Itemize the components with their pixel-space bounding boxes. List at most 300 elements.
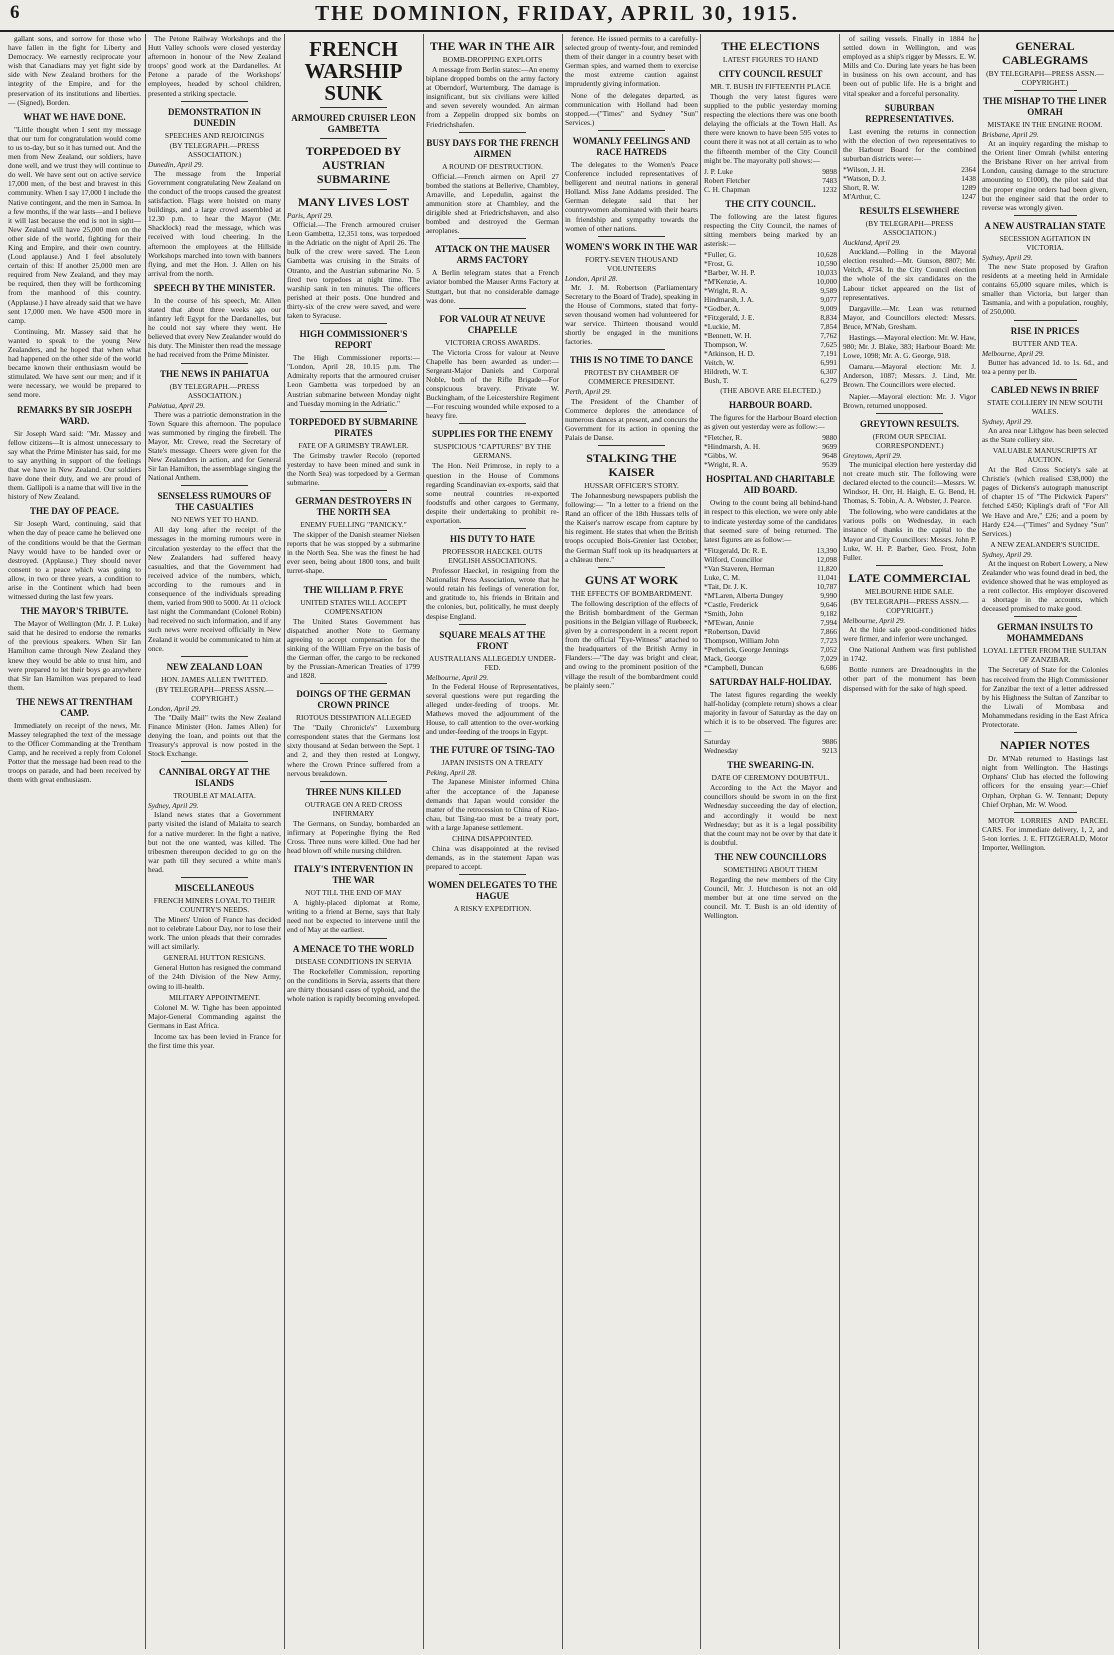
article-text: Immediately on receipt of the news, Mr. Massey telegraphed the text of the message to the Officer Commanding at the Trentham Camp, and he received a reply from Colonel Potter that the message had been read to the troops on parade, and had been received by them with great enthusiasm. (8, 720, 141, 785)
candidate-name: *M'Kenzie, A. (704, 277, 747, 287)
divider (320, 579, 387, 580)
headline: NAPIER NOTES (1000, 738, 1090, 753)
article-text: Oamaru.—Mayoral election: Mr. J. Anderson, 1087; Messrs. J. Lind, Mr. Brown. The Councillors were elected. (843, 362, 976, 390)
candidate-name: *Atkinson, H. D. (704, 349, 755, 359)
divider (320, 323, 387, 324)
vote-count: 1438 (961, 174, 976, 184)
result-row (704, 250, 837, 259)
article-text: Dr. M'Nab returned to Hastings last night from Wellington. The Hastings Orphans' Club has elected the following officers for the ensuing year:—Chief Orphan, Orphan G. W. Tennant; Deputy Chief Orphan, Mr. W. Wood. (982, 754, 1108, 809)
candidate-name: *Frost, G. (704, 259, 734, 269)
vote-count: 13,390 (816, 545, 837, 555)
candidate-name: Hildreth, W. T. (704, 367, 748, 377)
newspaper-title: THE DOMINION, FRIDAY, APRIL 30, 1915. (315, 1, 799, 25)
dateline: Sydney, April 29. (982, 549, 1033, 559)
result-row (704, 663, 837, 672)
dateline: Sydney, April 29. (148, 801, 199, 811)
vote-count: 1289 (961, 183, 976, 193)
divider (181, 485, 248, 486)
candidate-name: *M'Ewan, Annie (704, 617, 754, 627)
candidate-name: *Tait, Dr. J. K. (704, 581, 748, 591)
result-row (704, 609, 837, 618)
subheading: CITY COUNCIL RESULT (718, 69, 823, 79)
divider (320, 858, 387, 859)
article-text: of sailing vessels. Finally in 1884 he settled down in Wellington, and was employed as a ship's rigger by Messrs. E. W. Mills and Co. During late years he has been in business on his own account, and has been out of public life. He is a bright and vital speaker and a forceful personality. (843, 34, 976, 98)
article-text: The United States Government has dispatched another Note to Germany agreeing to accept compensation for the sinking of the William Frye on the basis of the German offer, the cargo to be reckoned by the Prussian-American Treaties of 1799 and 1828. (287, 616, 420, 681)
article-text: The "Daily Mail" twits the New Zealand Finance Minister (Hon. James Allen) for denying the loan, and points out that the Treasury's approval is now posted in the Stock Exchange. (148, 712, 281, 759)
article-text: The new State proposed by Grafton residents at a meeting held in Armidale contains 65,000 square miles, which is smaller than Victoria, but larger than Tasmania, and with a population, roughly, of 250,000. (982, 261, 1108, 317)
article-text: Mr. J. M. Robertson (Parliamentary Secretary to the Board of Trade), speaking in the House of Commons, stated that forty-seven thousand women had volunteered for war service. Thirteen thousand would shortly be engaged in the munitions factories. (565, 282, 698, 347)
candidate-name: *Wright, R. A. (704, 286, 748, 296)
divider (320, 138, 387, 139)
headline: ITALY'S INTERVENTION IN THE WAR (293, 864, 414, 886)
headline: SQUARE MEALS AT THE FRONT (439, 629, 546, 651)
result-row (704, 349, 837, 358)
result-row (704, 636, 837, 645)
divider (598, 445, 665, 446)
vote-count: 11,041 (816, 572, 837, 582)
article-text: The Miners' Union of France has decided not to celebrate Labour Day, nor to lose their work. The union pleads that their comrades will act similarly. (148, 915, 281, 952)
result-row (704, 167, 837, 176)
divider (1014, 320, 1077, 321)
result-row (704, 746, 837, 755)
article-text: The skipper of the Danish steamer Nielsen reports that he was stopped by a submarine in the North Sea. She was the finest he had ever seen, being about 1800 tons, and built turret-shape. (287, 530, 420, 576)
headline: GENERAL CABLEGRAMS (1001, 39, 1088, 67)
subheading: NO NEWS YET TO HAND. (170, 515, 258, 525)
vote-count: 7,866 (820, 626, 837, 636)
divider (181, 101, 248, 102)
column-rule (423, 34, 424, 1649)
candidate-name: *Bennett, W. H. (704, 331, 752, 341)
result-row (704, 376, 837, 385)
result-row (704, 185, 837, 194)
divider (876, 413, 943, 414)
article-text: None of the delegates departed, as communication with Holland had been stopped.—("Times" and Sydney "Sun" Services.) (565, 90, 698, 127)
candidate-name: Wilford, Councillor (704, 554, 763, 564)
column-7 (843, 34, 976, 1649)
vote-count: 7,029 (820, 653, 837, 663)
subheading: BOMB-DROPPING EXPLOITS (442, 55, 543, 64)
result-row (704, 286, 837, 295)
section-heading: SATURDAY HALF-HOLIDAY. (709, 676, 832, 687)
article-text: Professor Haeckel, in resigning from the Nationalist Press Association, wrote that he would retain his feelings of veneration for, and gratitude to, his friends in Britain and the colonies, but, politically, he must deeply despise England. (426, 566, 559, 621)
result-row (704, 176, 837, 185)
headline: THE WAR IN THE AIR (430, 39, 555, 53)
holiday-results-table (704, 737, 837, 755)
section-heading: THE SWEARING-IN. (727, 760, 814, 771)
candidate-name: *Hindmarsh, A. H. (704, 442, 761, 452)
candidate-name: Short, R. W. (843, 183, 880, 193)
result-row (843, 192, 976, 201)
subheading: MANY LIVES LOST (298, 195, 409, 209)
dateline: London, April 29. (148, 703, 201, 713)
headline: DOINGS OF THE GERMAN CROWN PRINCE (296, 689, 411, 711)
subheading: ARMOURED CRUISER LEON GAMBETTA (291, 113, 416, 134)
result-row (704, 460, 837, 469)
headline: WOMEN'S WORK IN THE WAR (565, 241, 698, 252)
headline: GREYTOWN RESULTS. (859, 418, 960, 429)
advertisement-text: MOTOR LORRIES AND PARCEL CARS. For immediate delivery, 1, 2, and 5-ton lorries. J. E. FITZGERALD, Motor Importer, Wellington. (982, 815, 1108, 852)
mayoral-results-table (704, 167, 837, 194)
article-text: The Petone Railway Workshops and the Hutt Valley schools were closed yesterday afternoon in honour of the New Zealand troops' good work at the Dardanelles. At Petone a parade of the Workshops' employees, headed by school children, presented a striking spectacle. (148, 34, 281, 98)
headline: THE FUTURE OF TSING-TAO (430, 745, 555, 756)
candidate-name: Luke, C. M. (704, 572, 740, 582)
article-text: The "Daily Chronicle's" Luxemburg correspondent states that the Germans lost sixty thousand at Sedan between the Sept. 1 and 2, and they then rested at Longwy, where the Crown Prince suffered from a nervous breakdown. (287, 723, 420, 778)
article-text: There was a patriotic demonstration in the Town Square this afternoon. The populace was summoned by ringing the firebell. The Mayor, Mr. Crewe, read the Secretary of State's message. Cheers were given for the New Zealanders in action, and for General Sir Ian Hamilton, the assemblage singing the National Anthem. (148, 409, 281, 483)
dateline: Greytown, April 29. (843, 450, 902, 460)
candidate-name: M'Arthur, C. (843, 192, 881, 202)
article-text: Colonel M. W. Tighe has been appointed Major-General Commanding against the Germans in East Africa. (148, 1002, 281, 1030)
dateline: London, April 28. (565, 273, 618, 283)
article-text: The Grimsby trawler Recolo (reported yesterday to have been mined and sunk in the North Sea) was torpedoed by a German submarine. (287, 450, 420, 487)
vote-count: 7,723 (820, 635, 837, 645)
candidate-name: Bush, T. (704, 376, 729, 386)
source-line: (BY TELEGRAPH—PRESS ASSOCIATION.) (865, 219, 954, 238)
result-row (843, 174, 976, 183)
article-text: Sir Joseph Ward, continuing, said that when the day of peace came he believed one of the conditions would be that the German Navy would have to be handed over or destroyed. (Applause.) They should never consent to a peace which was going to allow, in two or three years, a condition to arise in the Continent which had been witnessed during the last few years. (8, 519, 141, 602)
candidate-name: *Fletcher, R. (704, 433, 743, 443)
subheading: OUTRAGE ON A RED CROSS INFIRMARY (304, 799, 403, 818)
source-line: (BY TELEGRAPH.—PRESS ASSOCIATION.) (169, 140, 260, 159)
candidate-name: *Fitzgerald, Dr. R. E. (704, 545, 768, 555)
harbour-results-table (704, 433, 837, 469)
section-heading: RESULTS ELSEWHERE (859, 206, 960, 217)
result-row (704, 433, 837, 442)
divider (598, 236, 665, 237)
divider (181, 877, 248, 878)
headline: STALKING THE KAISER (586, 451, 677, 479)
divider (598, 567, 665, 568)
column-rule (145, 34, 146, 1649)
article-text: Napier.—Mayoral election: Mr. J. Vigor Brown, returned unopposed. (843, 391, 976, 410)
candidate-name: *Campbell, Duncan (704, 662, 764, 672)
article-text: Last evening the returns in connection with the election of two representatives to the Harbour Board for the combined suburban districts were:— (843, 126, 976, 163)
article-text: Regarding the new members of the City Council, Mr. J. Hutcheson is not an old member but at one time served on the council. Mr. T. Bush is an old identity of Wellington. (704, 874, 837, 921)
headline: GERMAN INSULTS TO MOHAMMEDANS (997, 622, 1093, 644)
divider (459, 308, 526, 309)
headline: LATE COMMERCIAL (848, 570, 971, 585)
vote-count: 9,009 (820, 304, 837, 314)
headline: TORPEDOED BY SUBMARINE PIRATES (289, 416, 418, 438)
article-text: The President of the Chamber of Commerce deplores the attendance of numerous dances at present, and concurs the Government for its action in opening the Palais de Danse. (565, 396, 698, 442)
source-line: (BY TELEGRAPH—PRESS ASSN.—COPYRIGHT.) (850, 596, 969, 615)
headline: THREE NUNS KILLED (305, 786, 402, 797)
result-row (704, 442, 837, 451)
headline: SUPPLIES FOR THE ENEMY (431, 429, 554, 440)
candidate-name: Veitch, W. (704, 358, 735, 368)
vote-count: 7,625 (820, 340, 837, 350)
article-text: The Germans, on Sunday, bombarded an infirmary at Poperinghe flying the Red Cross. Three nuns were killed. One had her head blown off while nursing children. (287, 818, 420, 856)
result-row (704, 340, 837, 349)
headline: DEMONSTRATION IN DUNEDIN (167, 106, 262, 128)
section-heading: SUBURBAN REPRESENTATIVES. (865, 102, 954, 124)
divider (1014, 90, 1077, 91)
section-heading: THE MAYOR'S TRIBUTE. (20, 606, 129, 617)
section-heading: WHAT WE HAVE DONE. (23, 111, 126, 122)
article-text: The following description of the effects of the British bombardment of the German positions in the Belgian village of Ruebeeck, given by a correspondent in a recent report from the official "Eye-Witness" attached to the headquarters of the British Army in Flanders:—"The day was bright and clear, and owing to the prominent position of the village the result of the bombardment could be plainly seen." (565, 598, 698, 690)
subheading: MELBOURNE HIDE SALE. (865, 586, 954, 596)
divider (459, 874, 526, 875)
headline: GUNS AT WORK (584, 572, 679, 587)
result-row (704, 591, 837, 600)
vote-count: 1232 (822, 184, 837, 194)
candidate-name: *Van Staveren, Herman (704, 563, 775, 573)
divider (459, 132, 526, 133)
column-rule (839, 34, 840, 1649)
divider (320, 490, 387, 491)
vote-count: 7,854 (820, 322, 837, 332)
article-text: A message from Berlin states:—An enemy biplane dropped bombs on the army factory at Oberndorf, Wurtemburg. The damage is insignificant, but six civilians were killed and seven severely wounded. An airman from a Zeppelin dropped six bombs on Friedrichshafen. (426, 65, 559, 129)
subheading: A NEW ZEALANDER'S SUICIDE. (990, 539, 1100, 549)
candidate-name: Hindmarsh, J. A. (704, 295, 754, 305)
result-row (704, 331, 837, 340)
council-results-table (704, 250, 837, 385)
masthead (0, 0, 1114, 32)
divider (598, 130, 665, 131)
subheading: PROFESSOR HAECKEL OUTS ENGLISH ASSOCIATIONS. (442, 547, 543, 566)
article-text: The Japanese Minister informed China after the acceptance of the Japanese demands that Japan would consider the matter of the retrocession to China of Kiao-chau, but Tsing-tao must be a treaty port, with a large Japanese settlement. (426, 777, 559, 832)
divider (320, 683, 387, 684)
divider (876, 565, 943, 566)
divider (320, 411, 387, 412)
divider (1014, 215, 1077, 216)
subheading: THE EFFECTS OF BOMBARDMENT. (570, 588, 693, 598)
dateline: Peking, April 28. (426, 768, 477, 778)
article-text: At the inquest on Robert Lowery, a New Zealander who was found dead in bed, the evidence showed that he was employed as a rent collector. His employer discovered a shortage in the accounts, which deceased promised to make good. (982, 558, 1108, 614)
result-row (704, 555, 837, 564)
source-line: (BY TELEGRAPH.—PRESS ASSOCIATION.) (169, 381, 260, 400)
vote-count: 10,590 (816, 259, 837, 269)
subheading: MISTAKE IN THE ENGINE ROOM. (987, 120, 1103, 129)
vote-count: 7,052 (820, 644, 837, 654)
candidate-name: *M'Laren, Alberta Dungey (704, 590, 784, 600)
result-row (704, 358, 837, 367)
candidate-name: J. P. Luke (704, 166, 733, 176)
subheading: UNITED STATES WILL ACCEPT COMPENSATION (300, 597, 407, 616)
column-5 (565, 34, 698, 1649)
result-row (704, 313, 837, 322)
headline: THE WILLIAM P. FRYE (303, 584, 404, 595)
source-line: (BY TELEGRAPH—PRESS ASSN.—COPYRIGHT.) (155, 684, 274, 703)
subheading: BUTTER AND TEA. (1012, 338, 1078, 348)
result-row (704, 322, 837, 331)
dateline: Brisbane, April 29. (982, 130, 1039, 139)
article-text: A Berlin telegram states that a French aviator bombed the Mauser Arms Factory at Stuttgart, but that no considerable damage was done. (426, 268, 559, 305)
section-heading: HARBOUR BOARD. (728, 400, 812, 411)
dateline: Sydney, April 29. (982, 252, 1033, 262)
column-rule (978, 34, 979, 1649)
subheading: CHINA DISAPPOINTED. (452, 833, 533, 843)
column-1 (8, 34, 141, 1649)
subheading: GENERAL HUTTON RESIGNS. (163, 953, 266, 963)
dateline: Melbourne, April 29. (426, 672, 489, 682)
divider (1014, 812, 1077, 813)
headline: ATTACK ON THE MAUSER ARMS FACTORY (434, 244, 551, 266)
candidate-name: *Barber, W. H. P. (704, 268, 756, 278)
vote-count: 9,646 (820, 599, 837, 609)
candidate-name: *Robertson, David (704, 626, 760, 636)
headline: A NEW AUSTRALIAN STATE (984, 220, 1106, 231)
result-row (704, 259, 837, 268)
article-text: In the course of his speech, Mr. Allen stated that about three weeks ago our infantry left Egypt for the Dardanelles, but he could not say where they went. He believed that every New Zealander would do his duty. The Minister then read the message he had received from the Prime Minister. (148, 295, 281, 360)
divider (1014, 379, 1077, 380)
note: (THE ABOVE ARE ELECTED.) (720, 386, 821, 396)
candidate-name: Wednesday (704, 746, 738, 756)
article-text: All day long after the receipt of the messages in the morning rumours were in circulation yesterday to the effect that the New Zealanders had suffered heavy casualties, and that the Government had received advice of the numbers, which, according to the rumours and in consequence of the individuals spreading them, varied from 900 to 5000. At 11 o'clock last night the Commandant (Colonel Robin) had received no such information, and if any such news were received officially in New Zealand it would be communicated to him at once. (148, 525, 281, 653)
vote-count: 10,787 (816, 581, 837, 591)
vote-count: 9,589 (820, 286, 837, 296)
result-row (704, 546, 837, 555)
article-text: The Mayor of Wellington (Mr. J. P. Luke) said that he desired to endorse the remarks of the previous speakers. When Sir Ian Hamilton came through New Zealand they knew they would be able to trust him, and were prepared to let their boys go anywhere that Sir Ian Hamilton was prepared to lead them. (8, 619, 141, 692)
article-text: The following, who were candidates at the various polls on Wednesday, in each instance of thanks in the capital to the Mayor and City Councillors: Messrs. John P. Luke, W. H. P. Barber, Geo. Frost, John Fuller. (843, 507, 976, 562)
subheading: MILITARY APPOINTMENT. (168, 992, 261, 1002)
divider (320, 938, 387, 939)
vote-count: 6,307 (820, 367, 837, 377)
vote-count: 9699 (822, 442, 837, 452)
article-text: At an inquiry regarding the mishap to the Orient liner Omrah (whilst entering the Brisbane River on her arrival from London, causing damage to the structure amounting to £1000), the pilot said that the proper engine orders had been given, but the engineer said that the order to reverse was wrongly given. (982, 139, 1108, 212)
column-rule (284, 34, 285, 1649)
article-text: Continuing, Mr. Massey said that he wanted to speak to the young New Zealanders, and he hoped that when what had happened on the other side of the world became known their enthusiasm would be stimulated. We have sent our men; and if it were necessary, we would be prepared to send more. (8, 326, 141, 400)
subheading: FORTY-SEVEN THOUSAND VOLUNTEERS (585, 254, 678, 273)
subheading: LATEST FIGURES TO HAND (722, 55, 819, 64)
article-text: A highly-placed diplomat at Rome, writing to a friend at Berne, says that Italy need not be expected to intervene until the end of May at the earliest. (287, 898, 420, 935)
divider (320, 781, 387, 782)
article-text: At the hide sale good-conditioned hides were firmer, and inferior were unchanged. (843, 624, 976, 644)
result-row (843, 165, 976, 174)
candidate-name: Thompson, William John (704, 635, 779, 645)
section-heading: HOSPITAL AND CHARITABLE AID BOARD. (706, 474, 835, 496)
result-row (704, 582, 837, 591)
article-text: In the Federal House of Representatives, several questions were put regarding the alleged under-feeding of troops. Mr. Mathews moved the adjournment of the House, to call attention to the over-working and under-feeding of the troops in Egypt. (426, 681, 559, 737)
vote-count: 9880 (822, 433, 837, 443)
subheading: VALUABLE MANUSCRIPTS AT AUCTION. (992, 446, 1098, 465)
subheading: STATE COLLIERY IN NEW SOUTH WALES. (987, 397, 1103, 416)
vote-count: 7,762 (820, 331, 837, 341)
column-6 (704, 34, 837, 1649)
headline: BUSY DAYS FOR THE FRENCH AIRMEN (426, 137, 559, 159)
divider (598, 349, 665, 350)
article-text: The Johannesburg newspapers publish the following:— "In a letter to a friend on the Rand an officer of the 18th Hussars tells of the Kaiser's narrow escape from capture by his regiment. He states that when the British troops occupied Bois-Grenier last October, the German Staff took up its headquarters at a château there." (565, 491, 698, 564)
vote-count: 6,279 (820, 376, 837, 386)
vote-count: 6,991 (820, 358, 837, 368)
article-text: The municipal election here yesterday did not create much stir. The following were declared elected to the council:—Messrs. W. Windsor, H. Orr, H. Haigh, E. G. Bend, H. Thomas, S. Tobin, A. A. Webster, J. Pearce. (843, 459, 976, 506)
headline: GERMAN DESTROYERS IN THE NORTH SEA (295, 496, 412, 518)
article-text: Owing to the count being all behind-hand in respect to this election, we were only able to indicate yesterday some of the candidates that seemed sure of being returned. The latest figures are as follow:— (704, 498, 837, 544)
result-row (704, 618, 837, 627)
subheading: MR. T. BUSH IN FIFTEENTH PLACE (710, 82, 831, 91)
headline: CANNIBAL ORGY AT THE ISLANDS (159, 767, 270, 789)
vote-count: 10,000 (816, 277, 837, 287)
vote-count: 2364 (961, 165, 976, 175)
article-text: Dargaville.—Mr. Lean was returned Mayor, and Councillors elected: Messrs. Bruce, M'Nab, Gresham. (843, 303, 976, 331)
divider (181, 656, 248, 657)
headline: HIS DUTY TO HATE (450, 534, 535, 545)
subheading: DATE OF CEREMONY DOUBTFUL. (711, 773, 830, 783)
subheading: ENEMY FUELLING "PANICKY." (300, 520, 407, 530)
dateline: Auckland, April 29. (843, 238, 901, 248)
vote-count: 10,033 (816, 268, 837, 278)
divider (459, 624, 526, 625)
article-text: ference. He issued permits to a carefully-selected group of twenty-four, and reminded them of their danger in a country beset with German spies, and warned them to exercise the most extreme caution against imprudently giving information. (565, 34, 698, 89)
page-number: 6 (10, 2, 20, 23)
headline: HIGH COMMISSIONER'S REPORT (299, 329, 408, 351)
subheading: PROTEST BY CHAMBER OF COMMERCE PRESIDENT. (584, 368, 679, 387)
vote-count: 9648 (822, 451, 837, 461)
suburban-results-table (843, 165, 976, 201)
vote-count: 10,628 (816, 250, 837, 260)
article-text: Official.—The French armoured cruiser Leon Gambetta, 12,351 tons, was torpedoed in the Adriatic on the night of April 26. The bulk of the crew were saved. The Leon Gambetta was cruising in the Straits of Otranto, and the Austrian submarine No. 5 fired two torpedoes at night time. The warship sank in ten minutes. The officers perished at their posts. One hundred and thirty-six of the crew were saved, and were taken to Syracuse. (287, 220, 420, 321)
result-row (704, 573, 837, 582)
vote-count: 8,834 (820, 313, 837, 323)
headline: A MENACE TO THE WORLD (292, 943, 415, 954)
article-text: The message from the Imperial Government congratulating New Zealand on the conduct of the troops caused the greatest satisfaction. Flags were hoisted on many buildings, and a large crowd assembled at 12.30 p.m. to hear the Mayor (Mr. Shacklock) read the message, which was received with loud cheering. In the afternoon the employees at the Hillside Workshops marched into town with banners flying, and met the Hon. J. Allen on his arrival from the north. (148, 168, 281, 278)
headline: THE MISHAP TO THE LINER OMRAH (983, 96, 1107, 117)
article-text: General Hutton has resigned the command of the 24th Division of the New Army, owing to ill-health. (148, 963, 281, 991)
article-text: According to the Act the Mayor and councillors should be sworn in on the first Wednesday succeeding the day of election, and accordingly it would be next Wednesday; but as it is a legal possibility that the count may not be over by that date it is doubtful. (704, 783, 837, 847)
headline: THE NEWS IN PAHIATUA (160, 368, 269, 379)
article-text: Official.—French airmen on April 27 bombed the stations at Bellerive, Chambley, Arnaville, and Lepedulin, against the ammunition store at Chambley, and the dirigible shed at Friedrichshaven, and also bombed and destroyed the German aeroplanes. (426, 171, 559, 236)
subheading: FRENCH MINERS LOYAL TO THEIR COUNTRY'S NEEDS. (153, 896, 276, 914)
subheading: SPEECHES AND REJOICINGS (164, 130, 265, 140)
candidate-name: *Fitzgerald, J. E. (704, 313, 755, 323)
vote-count: 12,098 (816, 554, 837, 564)
headline: SENSELESS RUMOURS OF THE CASUALTIES (157, 491, 272, 513)
subheading: SOMETHING ABOUT THEM (723, 864, 818, 874)
vote-count: 9,077 (820, 295, 837, 305)
article-text: Bottle runners are Dreadnoughts in the other part of the monument has been dispensed with for the sake of high speed. (843, 665, 976, 693)
vote-count: 1247 (961, 192, 976, 202)
article-text: Auckland.—Polling in the Mayoral election resulted:—Mr. Gunson, 8807; Mr. Veitch, 4734. In the City Council election the whole of the six candidates on the Labour ticket appeared on the list of representatives. (843, 247, 976, 302)
article-text: China was disappointed at the revised demands, as in the statement Japan was prepared to accept. (426, 843, 559, 872)
headline: NEW ZEALAND LOAN (166, 661, 263, 672)
divider (459, 528, 526, 529)
vote-count: 9213 (822, 746, 837, 756)
candidate-name: Robert Fletcher (704, 175, 751, 185)
section-heading: REMARKS BY SIR JOSEPH WARD. (17, 404, 132, 426)
vote-count: 9898 (822, 166, 837, 176)
section-heading: THE NEW COUNCILLORS (714, 851, 827, 862)
main-headline: FRENCH WARSHIP SUNK (304, 37, 403, 105)
article-text: Hastings.—Mayoral election: Mr. W. Haw, 980; Mr. J. Blake, 383; Harbour Board: Mr. Lowe, 1098; Mr. A. G. George, 918. (843, 332, 976, 361)
section-heading: THE CITY COUNCIL. (725, 198, 816, 209)
result-row (704, 367, 837, 376)
article-text: The figures for the Harbour Board election as given out yesterday were as follow:— (704, 413, 837, 432)
result-row (704, 268, 837, 277)
vote-count: 9886 (822, 737, 837, 747)
article-text: Sir Joseph Ward said: "Mr. Massey and fellow citizens—It is almost unnecessary to say what the Prime Minister has said, for me to say anything in support of the feelings that we have in New Zealand. Our soldiers have done their duty, and we are proud of them. Gallipoli is a name that will live in the history of New Zealand. (8, 428, 141, 502)
candidate-name: *Luckie, M. (704, 322, 741, 332)
subheading: RIOTOUS DISSIPATION ALLEGED (295, 713, 411, 723)
subheading: TROUBLE AT MALAITA. (173, 791, 256, 801)
headline: WOMEN DELEGATES TO THE HAGUE (427, 880, 558, 902)
subheading: A RISKY EXPEDITION. (453, 904, 532, 914)
headline: THE ELECTIONS (721, 39, 820, 53)
vote-count: 7483 (822, 175, 837, 185)
dateline: Perth, April 29. (565, 387, 612, 397)
divider (181, 761, 248, 762)
subheading: NOT TILL THE END OF MAY (305, 888, 402, 898)
hospital-results-table (704, 546, 837, 672)
result-row (704, 645, 837, 654)
result-row (843, 183, 976, 192)
column-rule (562, 34, 563, 1649)
vote-count: 9539 (822, 460, 837, 470)
column-2 (148, 34, 281, 1649)
vote-count: 9,182 (820, 608, 837, 618)
candidate-name: *Gibbs, W. (704, 451, 738, 461)
result-row (704, 277, 837, 286)
candidate-name: Saturday (704, 737, 731, 747)
vote-count: 6,686 (820, 662, 837, 672)
